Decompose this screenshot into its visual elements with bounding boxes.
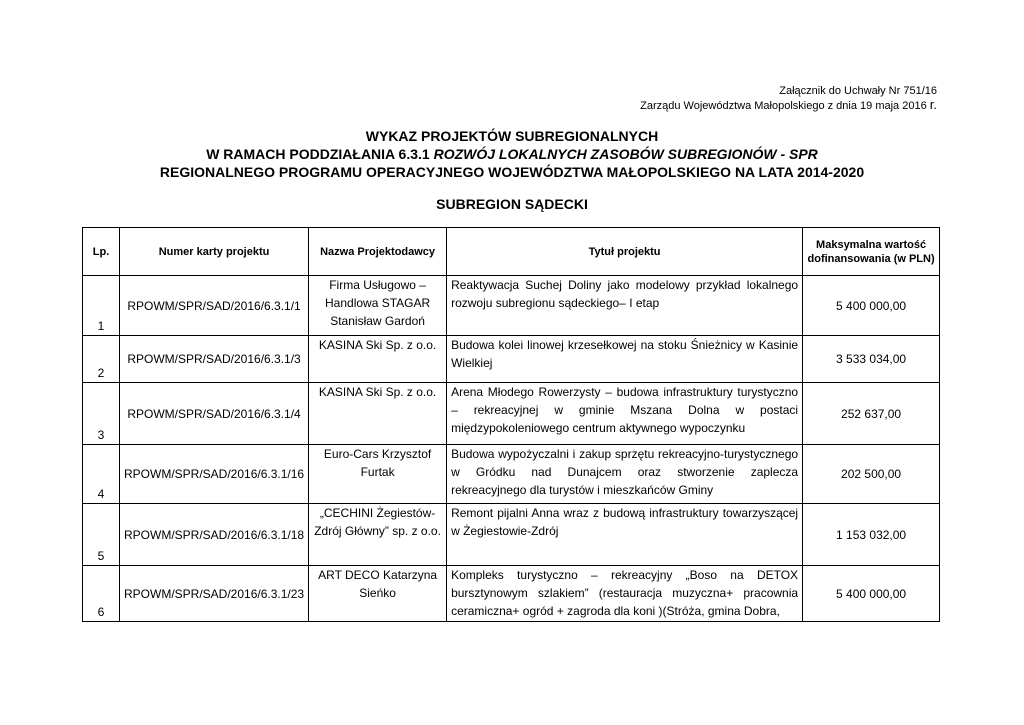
cell-project-title bbox=[447, 566, 803, 622]
cell-project-title: Budowa wypożyczalni i zakup sprzętu rekreacyjno-turystycznego w Gródku nad Dunajcem oraz stworzenie zaplecza rekreacyjnego dla turystów i mieszkańców Gminy bbox=[447, 445, 803, 504]
attachment-line-1: Załącznik do Uchwały Nr 751/16 bbox=[779, 85, 937, 97]
table-header-row bbox=[83, 228, 940, 276]
subregion-heading: SUBREGION SĄDECKI bbox=[436, 196, 588, 212]
cell-card-number: RPOWM/SPR/SAD/2016/6.3.1/4 bbox=[120, 383, 309, 445]
title-line-3: REGIONALNEGO PROGRAMU OPERACYJNEGO WOJEWÓDZTWA MAŁOPOLSKIEGO NA LATA 2014-2020 bbox=[159, 164, 865, 180]
cell-card-number: RPOWM/SPR/SAD/2016/6.3.1/16 bbox=[120, 445, 309, 504]
cell-lp: 6 bbox=[83, 566, 120, 622]
cell-applicant: ART DECO Katarzyna Sieńko bbox=[309, 566, 447, 622]
cell-lp: 5 bbox=[83, 504, 120, 566]
header-card-number: Numer karty projektu bbox=[120, 228, 309, 276]
table-row bbox=[83, 445, 940, 504]
cell-amount: 202 500,00 bbox=[803, 445, 940, 504]
cell-amount: 3 533 034,00 bbox=[803, 336, 940, 383]
cell-card-number: RPOWM/SPR/SAD/2016/6.3.1/18 bbox=[120, 504, 309, 566]
cell-project-title: Remont pijalni Anna wraz z budową infrastruktury towarzyszącej w Żegiestowie-Zdrój bbox=[447, 504, 803, 566]
header-project-title: Tytuł projektu bbox=[447, 228, 803, 276]
cell-project-title-text: Kompleks turystyczno – rekreacyjny „Boso na DETOX bursztynowym szlakiem” (restauracja muzyczna+ pracownia ceramiczna+ ogród + zagroda dla koni )(Stróża, gmina Dobra, bbox=[451, 568, 799, 618]
header-applicant: Nazwa Projektodawcy bbox=[309, 228, 447, 276]
table-row bbox=[83, 383, 940, 445]
title-line-1: WYKAZ PROJEKTÓW SUBREGIONALNYCH bbox=[365, 128, 659, 144]
cell-applicant: KASINA Ski Sp. z o.o. bbox=[309, 383, 447, 445]
cell-card-number: RPOWM/SPR/SAD/2016/6.3.1/23 bbox=[120, 566, 309, 622]
cell-lp: 3 bbox=[83, 383, 120, 445]
cell-applicant: Firma Usługowo – Handlowa STAGAR Stanisław Gardoń bbox=[309, 276, 447, 336]
cell-amount: 1 153 032,00 bbox=[803, 504, 940, 566]
cell-project-title: Arena Młodego Rowerzysty – budowa infrastruktury turystyczno – rekreacyjnej w gminie Mszana Dolna w postaci międzypokoleniowego centrum aktywnego wypoczynku bbox=[447, 383, 803, 445]
header-lp: Lp. bbox=[83, 228, 120, 276]
header-max-amount: Maksymalna wartość dofinansowania (w PLN) bbox=[803, 228, 940, 276]
cell-amount: 5 400 000,00 bbox=[803, 276, 940, 336]
cell-card-number: RPOWM/SPR/SAD/2016/6.3.1/3 bbox=[120, 336, 309, 383]
title-line-2 bbox=[0, 145, 1024, 163]
table-row bbox=[83, 566, 940, 622]
cell-amount: 5 400 000,00 bbox=[803, 566, 940, 622]
cell-applicant: „CECHINI Żegiestów-Zdrój Główny” sp. z o.o. bbox=[309, 504, 447, 566]
cell-applicant: Euro-Cars Krzysztof Furtak bbox=[309, 445, 447, 504]
cell-lp: 1 bbox=[83, 276, 120, 336]
attachment-line-2-text: Zarządu Województwa Małopolskiego z dnia 19 maja 2016 bbox=[640, 100, 930, 112]
attachment-note bbox=[640, 84, 937, 113]
table-row bbox=[83, 276, 940, 336]
projects-table bbox=[82, 227, 940, 622]
attachment-line-2-suffix: r. bbox=[929, 97, 937, 112]
cell-amount: 252 637,00 bbox=[803, 383, 940, 445]
attachment-line-2 bbox=[640, 98, 937, 113]
cell-project-title: Budowa kolei linowej krzesełkowej na stoku Śnieżnicy w Kasinie Wielkiej bbox=[447, 336, 803, 383]
document-title bbox=[0, 127, 1024, 181]
title-line-2-italic: ROZWÓJ LOKALNYCH ZASOBÓW SUBREGIONÓW - SPR bbox=[433, 146, 818, 162]
table-row bbox=[83, 336, 940, 383]
cell-lp: 2 bbox=[83, 336, 120, 383]
cell-card-number: RPOWM/SPR/SAD/2016/6.3.1/1 bbox=[120, 276, 309, 336]
table-row bbox=[83, 504, 940, 566]
title-line-2-prefix: W RAMACH PODDZIAŁANIA 6.3.1 bbox=[206, 146, 434, 162]
cell-project-title: Reaktywacja Suchej Doliny jako modelowy przykład lokalnego rozwoju subregionu sądeckiego– I etap bbox=[447, 276, 803, 336]
cell-lp: 4 bbox=[83, 445, 120, 504]
cell-applicant: KASINA Ski Sp. z o.o. bbox=[309, 336, 447, 383]
